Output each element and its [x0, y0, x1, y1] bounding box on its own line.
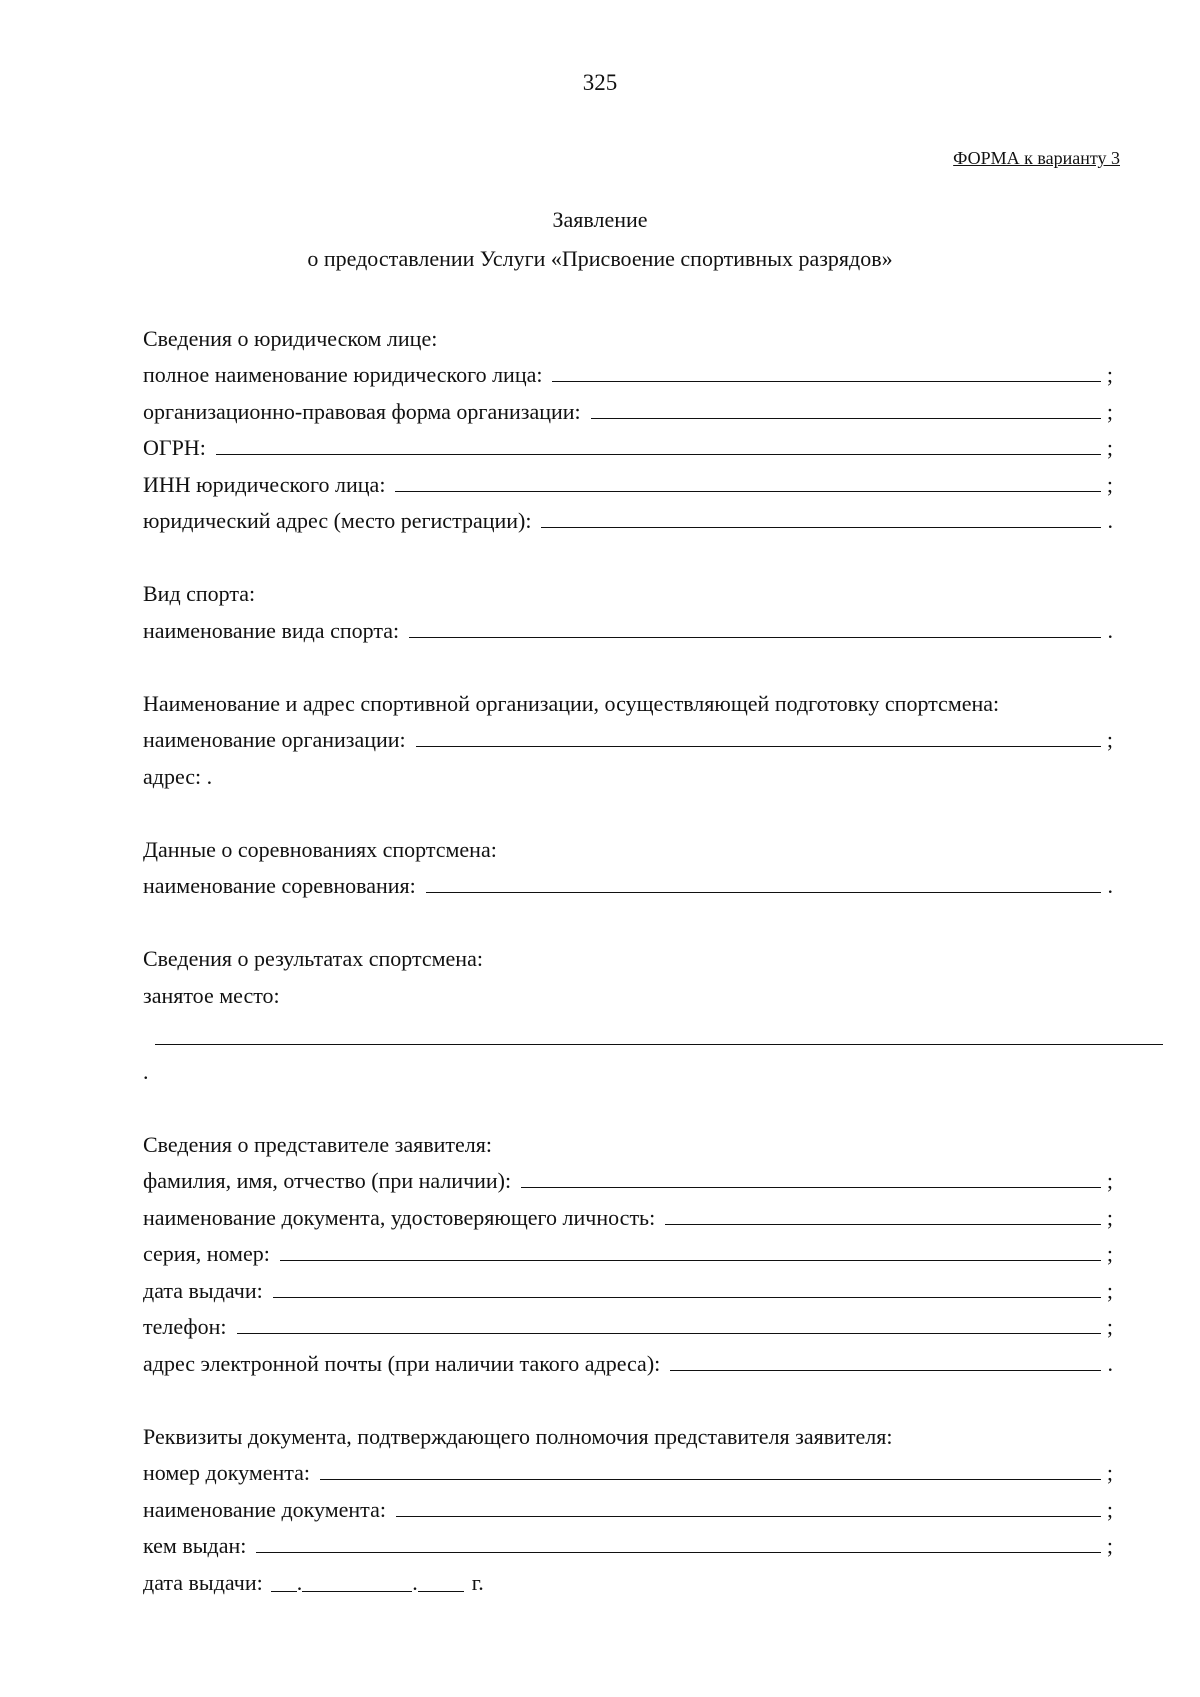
semicolon: ;	[1106, 1533, 1113, 1558]
semicolon: ;	[1106, 1204, 1113, 1230]
place-field[interactable]	[155, 1044, 1163, 1045]
spacer	[143, 899, 1113, 936]
field-label: адрес электронной почты (при наличии такого адреса):	[143, 1350, 661, 1376]
org-form-row	[143, 388, 1113, 425]
field-label: наименование документа:	[143, 1496, 386, 1522]
field-label: дата выдачи:	[143, 1277, 263, 1303]
inn-field[interactable]	[395, 490, 1101, 492]
document-title: Заявление	[552, 207, 648, 232]
period: .	[1107, 1350, 1113, 1376]
field-label: юридический адрес (место регистрации):	[143, 508, 532, 533]
spacer	[143, 534, 1113, 571]
competitions-heading: Данные о соревнованиях спортсмена:	[143, 836, 497, 862]
phone-field[interactable]	[237, 1332, 1101, 1334]
field-label: кем выдан:	[143, 1533, 247, 1558]
doc-name-row	[143, 1486, 1113, 1523]
organization-name-field[interactable]	[416, 745, 1101, 747]
field-label: телефон:	[143, 1314, 227, 1339]
legal-address-field[interactable]	[541, 526, 1101, 528]
fio-row	[143, 1158, 1113, 1195]
place-period: .	[143, 1058, 149, 1084]
field-label: дата выдачи:	[143, 1569, 263, 1595]
semicolon: ;	[1106, 362, 1113, 387]
period: .	[1107, 873, 1113, 898]
field-label: наименование вида спорта:	[143, 617, 400, 643]
issued-by-row	[143, 1523, 1113, 1560]
date-separator: .	[412, 1569, 418, 1595]
issue-date-row	[143, 1267, 1113, 1304]
org-form-field[interactable]	[591, 417, 1101, 419]
field-label: серия, номер:	[143, 1241, 270, 1266]
email-field[interactable]	[670, 1369, 1101, 1371]
form-reference: ФОРМА к варианту 3	[953, 148, 1120, 168]
field-label: наименование документа, удостоверяющего личность:	[143, 1204, 656, 1230]
representative-heading: Сведения о представителе заявителя:	[143, 1131, 492, 1157]
doc-issue-date-row	[143, 1559, 1113, 1596]
series-number-field[interactable]	[280, 1259, 1101, 1261]
field-label: наименование организации:	[143, 727, 406, 752]
place-label: занятое место:	[143, 982, 280, 1008]
semicolon: ;	[1106, 398, 1113, 424]
field-label: ОГРН:	[143, 435, 206, 460]
legal-address-row	[143, 498, 1113, 535]
place-row	[143, 1009, 1113, 1051]
spacer	[143, 644, 1113, 681]
legal-entity-heading: Сведения о юридическом лице:	[143, 325, 438, 351]
semicolon: ;	[1106, 471, 1113, 497]
legal-entity-full-name-row	[143, 352, 1113, 389]
authority-doc-heading: Реквизиты документа, подтверждающего полномочия представителя заявителя:	[143, 1423, 893, 1449]
period: .	[1107, 617, 1113, 643]
day-field[interactable]	[271, 1571, 297, 1592]
year-field[interactable]	[418, 1571, 464, 1592]
organization-heading: Наименование и адрес спортивной организации, осуществляющей подготовку спортсмена:	[143, 690, 1000, 716]
fio-field[interactable]	[521, 1186, 1101, 1188]
month-field[interactable]	[302, 1571, 412, 1592]
sport-heading: Вид спорта:	[143, 581, 256, 606]
series-number-row	[143, 1231, 1113, 1268]
page-number: 325	[582, 70, 618, 95]
spacer	[143, 1085, 1113, 1122]
semicolon: ;	[1106, 1460, 1113, 1485]
spacer	[143, 790, 1113, 827]
document-subtitle: о предоставлении Услуги «Присвоение спортивных разрядов»	[307, 246, 893, 271]
ogrn-row	[143, 425, 1113, 462]
doc-number-row	[143, 1450, 1113, 1487]
results-heading: Сведения о результатах спортсмена:	[143, 946, 483, 971]
field-label: ИНН юридического лица:	[143, 471, 386, 497]
id-document-field[interactable]	[665, 1223, 1101, 1225]
issue-date-field[interactable]	[273, 1296, 1101, 1298]
email-row	[143, 1340, 1113, 1377]
competition-name-row	[143, 863, 1113, 900]
doc-name-field[interactable]	[396, 1515, 1101, 1517]
doc-number-field[interactable]	[320, 1478, 1101, 1480]
issued-by-field[interactable]	[256, 1551, 1101, 1553]
sport-name-row	[143, 607, 1113, 644]
field-label: наименование соревнования:	[143, 873, 416, 898]
field-label: организационно-правовая форма организации:	[143, 398, 581, 424]
period: .	[1107, 508, 1113, 533]
sport-name-field[interactable]	[409, 636, 1101, 638]
semicolon: ;	[1106, 727, 1113, 752]
semicolon: ;	[1106, 1241, 1113, 1266]
semicolon: ;	[1106, 1496, 1113, 1522]
field-label: фамилия, имя, отчество (при наличии):	[143, 1168, 512, 1193]
field-label: номер документа:	[143, 1460, 311, 1485]
id-document-row	[143, 1194, 1113, 1231]
ogrn-field[interactable]	[216, 453, 1101, 455]
form-body	[143, 315, 1113, 1596]
date-separator: .	[296, 1569, 303, 1595]
phone-row	[143, 1304, 1113, 1341]
inn-row	[143, 461, 1113, 498]
spacer	[143, 1377, 1113, 1414]
semicolon: ;	[1106, 1168, 1113, 1193]
organization-address-row: адрес: .	[143, 763, 213, 789]
legal-entity-full-name-field[interactable]	[552, 380, 1101, 382]
semicolon: ;	[1106, 435, 1113, 460]
competition-name-field[interactable]	[426, 891, 1101, 893]
semicolon: ;	[1106, 1314, 1113, 1339]
organization-name-row	[143, 717, 1113, 754]
field-label: полное наименование юридического лица:	[143, 362, 543, 387]
year-suffix: г.	[471, 1569, 484, 1595]
semicolon: ;	[1106, 1277, 1113, 1303]
